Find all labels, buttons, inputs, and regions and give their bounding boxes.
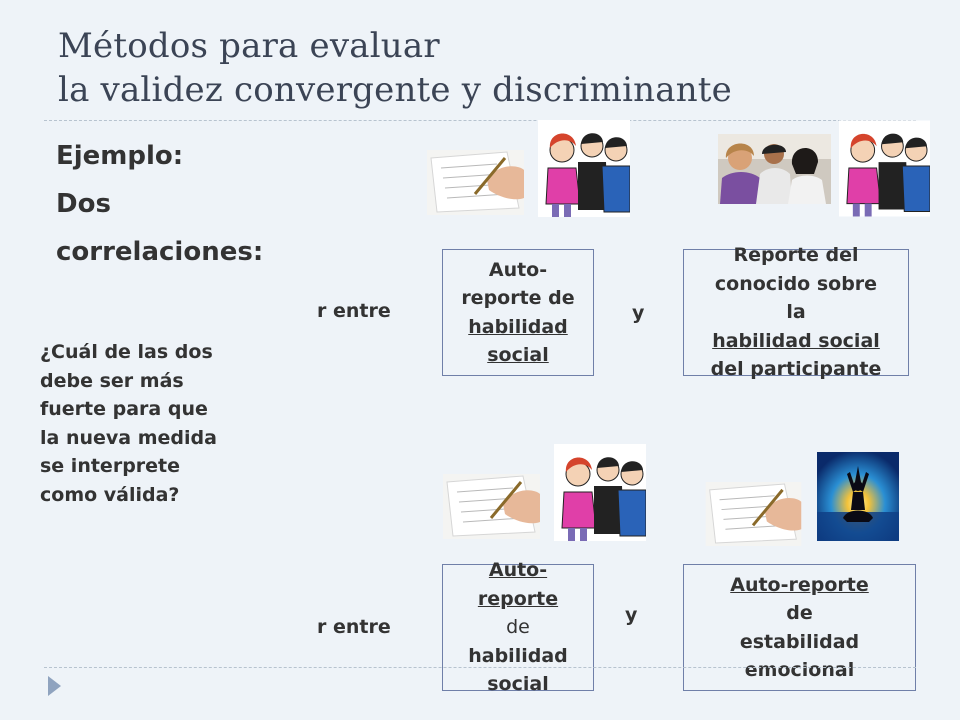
title-line-1: Métodos para evaluar	[58, 26, 440, 66]
box-line: estabilidad	[739, 630, 860, 653]
box-text: reporte	[477, 587, 559, 610]
box-line: reporte de	[461, 287, 575, 309]
title-line-2: la validez convergente y discriminante	[58, 70, 732, 110]
box-line	[478, 585, 558, 642]
emotional-stability-box	[683, 564, 916, 691]
box-line: Auto-	[488, 559, 548, 582]
example-heading	[56, 132, 263, 276]
box-line: habilidad	[468, 315, 568, 338]
r-between-label: r entre	[317, 616, 391, 638]
slide-arrow-icon	[48, 676, 61, 696]
box-line: social	[487, 673, 549, 696]
box-text: la	[786, 301, 806, 324]
and-label: y	[625, 604, 638, 626]
box-line: Auto-	[488, 258, 548, 281]
self-report-social-skill-box	[442, 249, 594, 376]
acquaintance-report-box	[683, 244, 909, 381]
box-line: Reporte del	[733, 244, 859, 267]
example-line-2: Dos	[56, 189, 111, 219]
box-line: Auto-reporte	[730, 573, 869, 596]
slide-title	[58, 24, 918, 112]
question-text: ¿Cuál de las dos debe ser más fuerte para que la nueva medida se interprete como válida?	[40, 341, 217, 506]
box-text: habilidad social	[712, 329, 880, 352]
top-divider	[44, 120, 916, 121]
box-line: emocional	[744, 659, 855, 681]
writing-icon	[705, 482, 802, 546]
bottom-divider	[44, 667, 916, 668]
writing-icon	[427, 150, 524, 215]
box-line	[712, 298, 880, 355]
friends-icon	[538, 120, 630, 217]
box-line: del participante	[710, 358, 882, 381]
and-label: y	[632, 302, 645, 324]
box-line: habilidad	[468, 644, 568, 667]
r-between-label: r entre	[317, 300, 391, 322]
box-line: conocido sobre	[714, 272, 878, 295]
group-photo-icon	[718, 134, 831, 204]
self-report-social-skill-box	[442, 559, 594, 696]
example-line-3: correlaciones:	[56, 237, 264, 267]
meditation-icon	[817, 452, 899, 541]
friends-icon	[839, 120, 930, 217]
box-text: de	[506, 616, 530, 639]
friends-icon	[554, 444, 646, 541]
box-line: social	[487, 344, 549, 366]
writing-icon	[443, 474, 540, 539]
example-line-1: Ejemplo:	[56, 141, 184, 171]
box-line: de	[786, 602, 813, 624]
